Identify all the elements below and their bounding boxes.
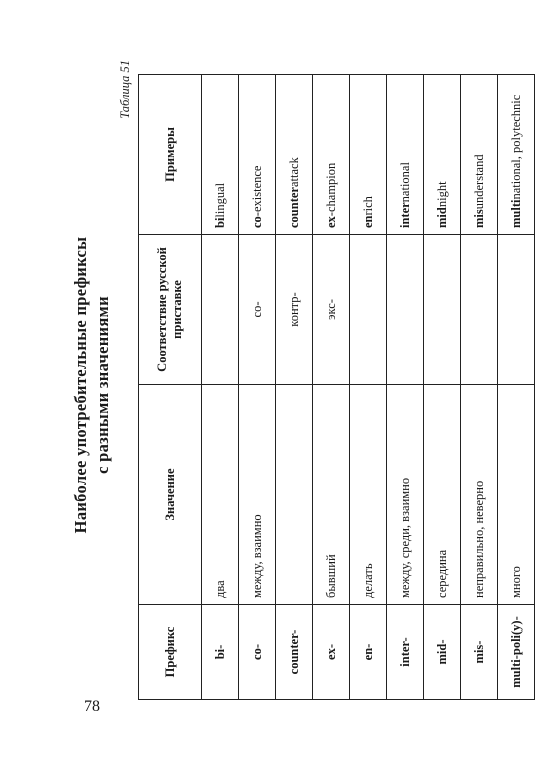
title-line-1: Наиболее употребительные префиксы <box>71 236 90 534</box>
prefix-cell: multi-poli(y)- <box>498 605 535 700</box>
table-header-row <box>139 75 202 700</box>
prefix-table <box>138 74 535 700</box>
prefix-cell: mid- <box>424 605 461 700</box>
russian-prefix-cell: со- <box>239 235 276 385</box>
page-number: 78 <box>84 698 100 715</box>
meaning-cell: неправильно, неверно <box>461 385 498 605</box>
russian-prefix-cell <box>424 235 461 385</box>
table-row <box>239 75 276 700</box>
example-rest-part: night <box>434 181 449 208</box>
example-cell <box>498 75 535 235</box>
example-cell <box>276 75 313 235</box>
column-header-russian-prefix: Соответствие русской приставке <box>139 235 202 385</box>
meaning-cell: делать <box>350 385 387 605</box>
rotated-page-content <box>70 60 523 700</box>
meaning-cell <box>276 385 313 605</box>
russian-prefix-cell <box>461 235 498 385</box>
table-row <box>387 75 424 700</box>
example-cell <box>202 75 239 235</box>
example-cell <box>313 75 350 235</box>
page-title <box>70 105 114 665</box>
russian-prefix-cell <box>202 235 239 385</box>
table-row <box>202 75 239 700</box>
meaning-cell: середина <box>424 385 461 605</box>
example-prefix-part: mid <box>434 207 449 228</box>
prefix-cell: bi- <box>202 605 239 700</box>
example-rest-part: -champion <box>323 162 338 217</box>
example-prefix-part: ex <box>323 216 338 228</box>
prefix-cell: inter- <box>387 605 424 700</box>
example-prefix-part: mis <box>471 209 486 228</box>
table-row <box>424 75 461 700</box>
example-prefix-part: co <box>249 216 264 228</box>
example-cell <box>350 75 387 235</box>
example-prefix-part: counter <box>286 187 301 228</box>
column-header-prefix: Префикс <box>139 605 202 700</box>
table-caption: Таблица 51 <box>118 60 132 119</box>
example-rest-part: lingual <box>212 182 227 218</box>
prefix-cell: co- <box>239 605 276 700</box>
column-header-meaning: Значение <box>139 385 202 605</box>
example-cell <box>387 75 424 235</box>
example-rest-part: national <box>397 162 412 203</box>
meaning-cell: бывший <box>313 385 350 605</box>
example-cell <box>424 75 461 235</box>
example-prefix-part: bi <box>212 217 227 228</box>
table-row <box>498 75 535 700</box>
example-prefix-part: en <box>360 215 375 228</box>
example-prefix-part: inter <box>397 202 412 228</box>
russian-prefix-cell <box>387 235 424 385</box>
russian-prefix-cell <box>350 235 387 385</box>
example-rest-part: attack <box>286 157 301 188</box>
meaning-cell: много <box>498 385 535 605</box>
example-rest-part: -existence <box>249 165 264 217</box>
russian-prefix-cell: контр- <box>276 235 313 385</box>
example-rest-part: understand <box>471 154 486 210</box>
prefix-cell: counter- <box>276 605 313 700</box>
prefix-cell: ex- <box>313 605 350 700</box>
meaning-cell: два <box>202 385 239 605</box>
meaning-cell: между, среди, взаимно <box>387 385 424 605</box>
table-row <box>276 75 313 700</box>
example-cell <box>239 75 276 235</box>
meaning-cell: между, взаимно <box>239 385 276 605</box>
russian-prefix-cell <box>498 235 535 385</box>
prefix-cell: en- <box>350 605 387 700</box>
prefix-cell: mis- <box>461 605 498 700</box>
table-row <box>313 75 350 700</box>
russian-prefix-cell: экс- <box>313 235 350 385</box>
example-cell <box>461 75 498 235</box>
table-row <box>461 75 498 700</box>
column-header-examples: Примеры <box>139 75 202 235</box>
example-rest-part: national, polytechnic <box>508 94 523 200</box>
title-line-2: с разными значениями <box>93 296 112 474</box>
table-row <box>350 75 387 700</box>
example-rest-part: rich <box>360 196 375 216</box>
example-prefix-part: multi <box>508 199 523 228</box>
